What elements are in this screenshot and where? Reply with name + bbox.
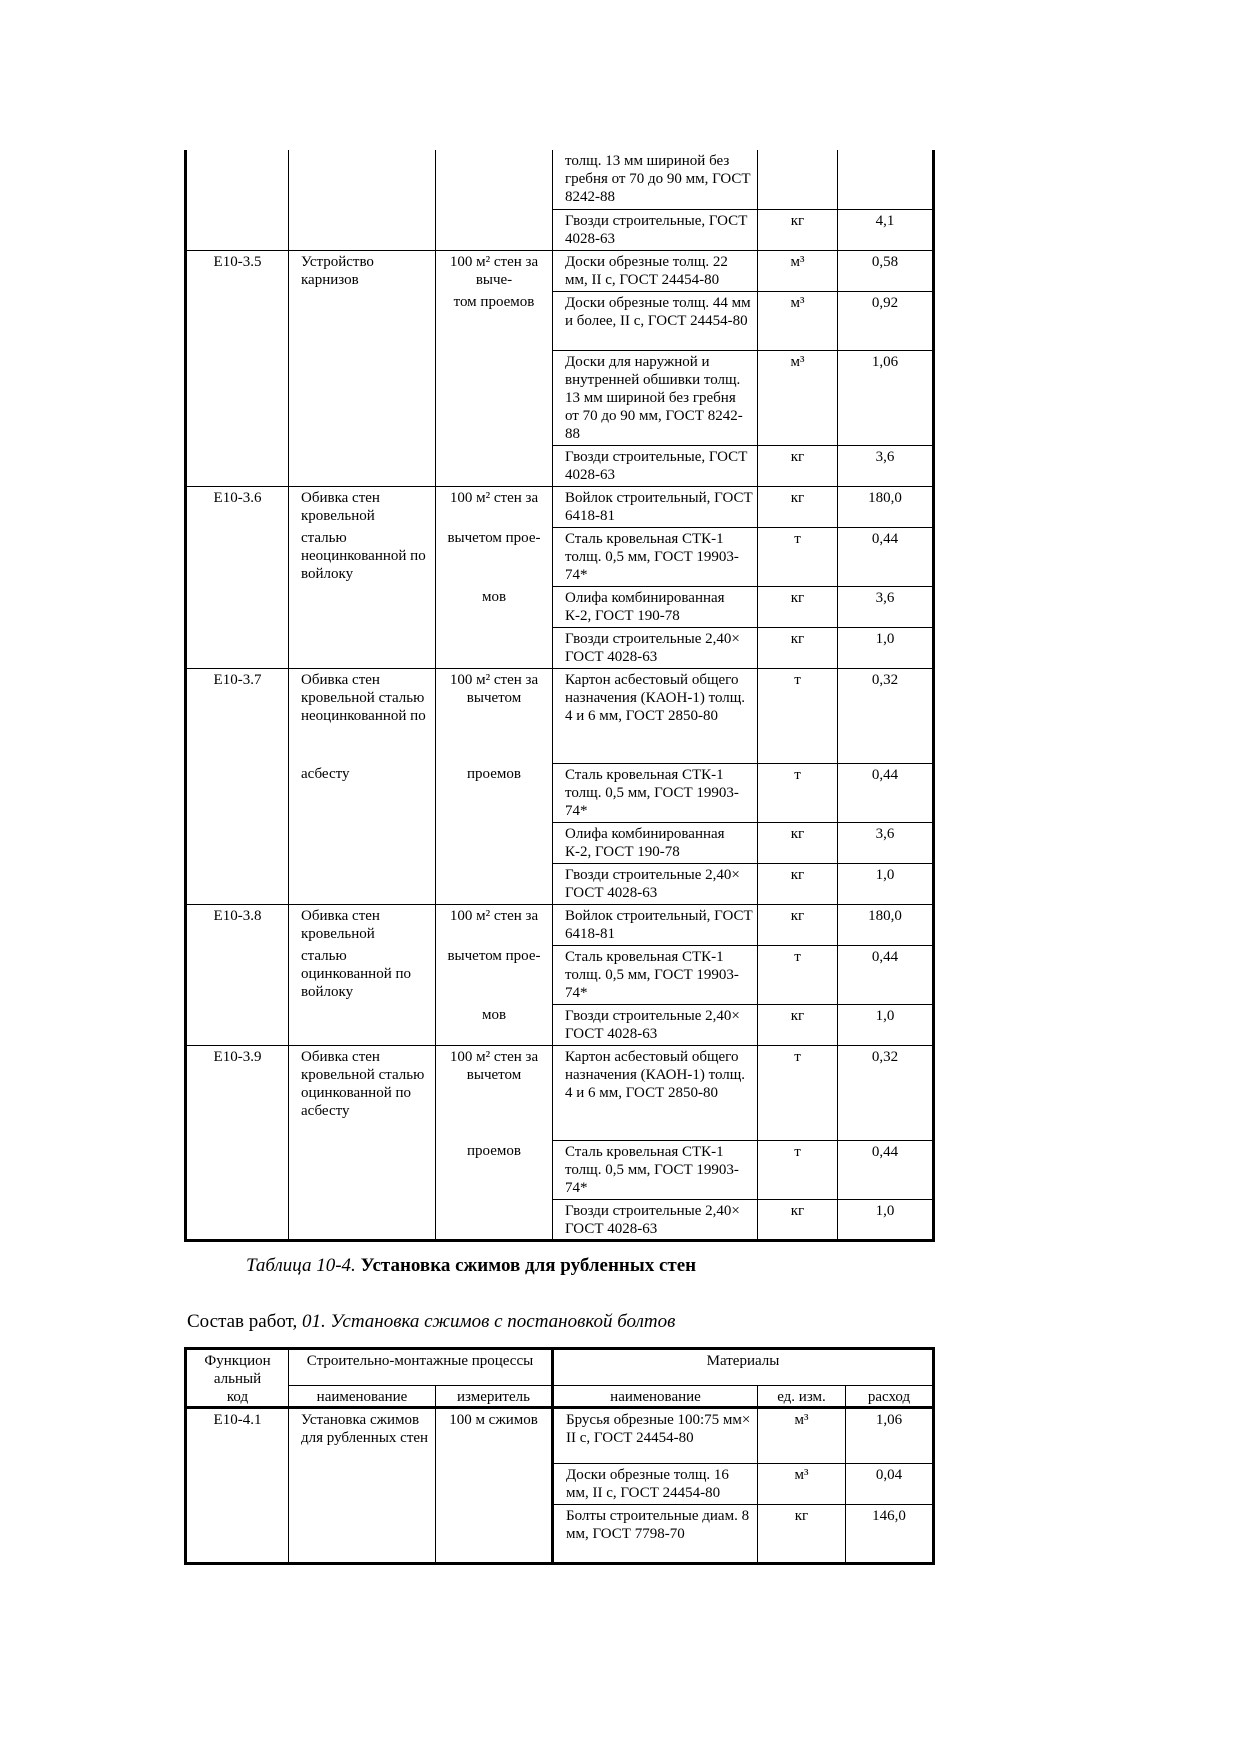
- table-row: [186, 486, 934, 527]
- code-header: Функцион альный код: [186, 1349, 289, 1408]
- unit-cell: кг: [758, 445, 838, 486]
- code-cell: Е10-3.6: [186, 486, 289, 527]
- amount-cell: 0,58: [838, 250, 934, 291]
- unit-cell: кг: [758, 1199, 838, 1240]
- material-cell: Брусья обрезные 100:75 мм× II с, ГОСТ 24454-80: [553, 1408, 758, 1464]
- materials-table-10-3: [184, 150, 935, 1242]
- code-cell: Е10-4.1: [186, 1408, 289, 1464]
- unit-cell: м³: [758, 250, 838, 291]
- process-name-cell: асбесту: [289, 763, 436, 822]
- table-row: [186, 822, 934, 863]
- process-name-cell: [289, 291, 436, 350]
- material-cell: Гвозди строительные, ГОСТ 4028-63: [553, 445, 758, 486]
- table-row: [186, 627, 934, 668]
- unit-cell: кг: [758, 486, 838, 527]
- measure-cell: вычетом прое-: [436, 527, 553, 586]
- process-name-cell: [289, 1464, 436, 1505]
- unit-cell: кг: [758, 863, 838, 904]
- material-name-header: наименование: [553, 1385, 758, 1407]
- process-name-cell: [289, 1140, 436, 1199]
- amount-cell: 1,0: [838, 1199, 934, 1240]
- process-measure-header: измеритель: [436, 1385, 553, 1407]
- table-row: [186, 1004, 934, 1045]
- amount-cell: [838, 150, 934, 209]
- work-composition-text: 01. Установка сжимов с постановкой болтов: [302, 1311, 676, 1332]
- code-cell: [186, 527, 289, 586]
- material-cell: Войлок строительный, ГОСТ 6418-81: [553, 486, 758, 527]
- process-name-cell: [289, 445, 436, 486]
- unit-cell: т: [758, 763, 838, 822]
- code-cell: Е10-3.9: [186, 1045, 289, 1140]
- code-cell: [186, 586, 289, 627]
- table-caption-label: Таблица 10-4.: [246, 1255, 356, 1276]
- amount-cell: 4,1: [838, 209, 934, 250]
- amount-cell: 1,0: [838, 863, 934, 904]
- process-name-cell: [289, 822, 436, 863]
- material-cell: Сталь кровельная СТК-1 толщ. 0,5 мм, ГОСТ 19903-74*: [553, 763, 758, 822]
- amount-cell: 0,04: [846, 1464, 934, 1505]
- material-amount-header: расход: [846, 1385, 934, 1407]
- amount-cell: 1,0: [838, 1004, 934, 1045]
- material-cell: Сталь кровельная СТК-1 толщ. 0,5 мм, ГОСТ 19903-74*: [553, 527, 758, 586]
- table-row: [186, 250, 934, 291]
- process-name-cell: Обивка стен кровельной: [289, 904, 436, 945]
- amount-cell: 1,0: [838, 627, 934, 668]
- measure-cell: [436, 1464, 553, 1505]
- material-cell: Доски обрезные толщ. 44 мм и более, II с, ГОСТ 24454-80: [553, 291, 758, 350]
- unit-cell: кг: [758, 822, 838, 863]
- material-cell: Доски обрезные толщ. 16 мм, II с, ГОСТ 24454-80: [553, 1464, 758, 1505]
- material-cell: Гвозди строительные, ГОСТ 4028-63: [553, 209, 758, 250]
- material-cell: Картон асбестовый общего назначения (КАОН-1) толщ. 4 и 6 мм, ГОСТ 2850-80: [553, 1045, 758, 1140]
- measure-cell: проемов: [436, 1140, 553, 1199]
- table-row: [186, 668, 934, 763]
- material-cell: Доски обрезные толщ. 22 мм, II с, ГОСТ 24454-80: [553, 250, 758, 291]
- measure-cell: [436, 863, 553, 904]
- process-name-cell: [289, 1004, 436, 1045]
- material-unit-header: ед. изм.: [758, 1385, 846, 1407]
- work-composition-prefix: Состав работ,: [187, 1311, 298, 1332]
- measure-cell: проемов: [436, 763, 553, 822]
- code-cell: [186, 1140, 289, 1199]
- amount-cell: 0,44: [838, 527, 934, 586]
- material-cell: Войлок строительный, ГОСТ 6418-81: [553, 904, 758, 945]
- table-row: [186, 445, 934, 486]
- material-cell: Картон асбестовый общего назначения (КАОН-1) толщ. 4 и 6 мм, ГОСТ 2850-80: [553, 668, 758, 763]
- measure-cell: мов: [436, 1004, 553, 1045]
- amount-cell: 3,6: [838, 445, 934, 486]
- process-name-cell: [289, 586, 436, 627]
- table-row: [186, 904, 934, 945]
- unit-cell: м³: [758, 1464, 846, 1505]
- unit-cell: кг: [758, 904, 838, 945]
- measure-cell: 100 м² стен за: [436, 904, 553, 945]
- material-cell: Гвозди строительные 2,40× ГОСТ 4028-63: [553, 863, 758, 904]
- amount-cell: 180,0: [838, 904, 934, 945]
- code-cell: [186, 1004, 289, 1045]
- process-name-cell: сталью неоцинкованной по войлоку: [289, 527, 436, 586]
- material-cell: Сталь кровельная СТК-1 толщ. 0,5 мм, ГОСТ 19903-74*: [553, 945, 758, 1004]
- table-row: [186, 763, 934, 822]
- code-cell: [186, 350, 289, 445]
- material-cell: Гвозди строительные 2,40× ГОСТ 4028-63: [553, 1004, 758, 1045]
- process-name-cell: Обивка стен кровельной: [289, 486, 436, 527]
- measure-cell: [436, 350, 553, 445]
- measure-cell: [436, 445, 553, 486]
- amount-cell: 0,32: [838, 1045, 934, 1140]
- material-cell: толщ. 13 мм шириной без гребня от 70 до 90 мм, ГОСТ 8242-88: [553, 150, 758, 209]
- processes-header: Строительно-монтажные процессы: [289, 1349, 553, 1386]
- unit-cell: кг: [758, 1505, 846, 1564]
- code-cell: [186, 291, 289, 350]
- code-cell: [186, 1464, 289, 1505]
- amount-cell: 1,06: [846, 1408, 934, 1464]
- measure-cell: том проемов: [436, 291, 553, 350]
- table-row: [186, 863, 934, 904]
- unit-cell: т: [758, 945, 838, 1004]
- code-cell: [186, 445, 289, 486]
- unit-cell: т: [758, 1045, 838, 1140]
- amount-cell: 146,0: [846, 1505, 934, 1564]
- table-row: [186, 1140, 934, 1199]
- measure-cell: [436, 150, 553, 209]
- materials-table-10-4: [184, 1347, 935, 1565]
- table-row: [186, 1464, 934, 1505]
- code-cell: [186, 150, 289, 209]
- table-caption: [246, 1255, 696, 1277]
- table-row: [186, 527, 934, 586]
- table-subheader-row: [186, 1385, 934, 1407]
- table-row: [186, 350, 934, 445]
- measure-cell: 100 м² стен за: [436, 486, 553, 527]
- process-name-cell: Установка сжимов для рубленных стен: [289, 1408, 436, 1464]
- unit-cell: т: [758, 527, 838, 586]
- material-cell: Олифа комбинированная К-2, ГОСТ 190-78: [553, 822, 758, 863]
- process-name-cell: сталью оцинкованной по войлоку: [289, 945, 436, 1004]
- measure-cell: [436, 822, 553, 863]
- amount-cell: 1,06: [838, 350, 934, 445]
- code-cell: Е10-3.8: [186, 904, 289, 945]
- process-name-cell: Обивка стен кровельной сталью неоцинкованной по: [289, 668, 436, 763]
- material-cell: Болты строительные диам. 8 мм, ГОСТ 7798-70: [553, 1505, 758, 1564]
- table-caption-title: Установка сжимов для рубленных стен: [360, 1255, 697, 1276]
- measure-cell: [436, 1199, 553, 1240]
- material-cell: Сталь кровельная СТК-1 толщ. 0,5 мм, ГОСТ 19903-74*: [553, 1140, 758, 1199]
- process-name-cell: Обивка стен кровельной сталью оцинкованной по асбесту: [289, 1045, 436, 1140]
- amount-cell: 0,44: [838, 763, 934, 822]
- code-cell: [186, 209, 289, 250]
- amount-cell: 3,6: [838, 822, 934, 863]
- table-row: [186, 1408, 934, 1464]
- material-cell: Доски для наружной и внутренней обшивки толщ. 13 мм шириной без гребня от 70 до 90 мм, ГОСТ 8242-88: [553, 350, 758, 445]
- unit-cell: т: [758, 1140, 838, 1199]
- amount-cell: 0,32: [838, 668, 934, 763]
- table-row: [186, 1199, 934, 1240]
- amount-cell: 180,0: [838, 486, 934, 527]
- table-row: [186, 209, 934, 250]
- table-row: [186, 1505, 934, 1564]
- process-name-cell: [289, 1199, 436, 1240]
- process-name-cell: [289, 1505, 436, 1564]
- amount-cell: 3,6: [838, 586, 934, 627]
- process-name-cell: [289, 627, 436, 668]
- work-composition: [187, 1311, 675, 1333]
- unit-cell: кг: [758, 209, 838, 250]
- process-name-cell: [289, 350, 436, 445]
- process-name-cell: Устройство карнизов: [289, 250, 436, 291]
- amount-cell: 0,44: [838, 945, 934, 1004]
- code-cell: [186, 1505, 289, 1564]
- measure-cell: 100 м² стен за вычетом: [436, 1045, 553, 1140]
- unit-cell: м³: [758, 291, 838, 350]
- measure-cell: [436, 1505, 553, 1564]
- amount-cell: 0,44: [838, 1140, 934, 1199]
- table-row: [186, 586, 934, 627]
- unit-cell: кг: [758, 586, 838, 627]
- measure-cell: 100 м² стен за выче-: [436, 250, 553, 291]
- measure-cell: вычетом прое-: [436, 945, 553, 1004]
- unit-cell: кг: [758, 627, 838, 668]
- measure-cell: 100 м сжимов: [436, 1408, 553, 1464]
- amount-cell: 0,92: [838, 291, 934, 350]
- table-row: [186, 1045, 934, 1140]
- code-cell: [186, 627, 289, 668]
- code-cell: [186, 945, 289, 1004]
- measure-cell: [436, 209, 553, 250]
- code-cell: [186, 763, 289, 822]
- measure-cell: 100 м² стен за вычетом: [436, 668, 553, 763]
- material-cell: Гвозди строительные 2,40× ГОСТ 4028-63: [553, 627, 758, 668]
- unit-cell: м³: [758, 350, 838, 445]
- code-cell: Е10-3.5: [186, 250, 289, 291]
- code-cell: Е10-3.7: [186, 668, 289, 763]
- materials-header: Материалы: [553, 1349, 934, 1386]
- table-row: [186, 945, 934, 1004]
- process-name-cell: [289, 209, 436, 250]
- table-row: [186, 291, 934, 350]
- code-cell: [186, 822, 289, 863]
- unit-cell: т: [758, 668, 838, 763]
- code-cell: [186, 1199, 289, 1240]
- measure-cell: [436, 627, 553, 668]
- code-cell: [186, 863, 289, 904]
- process-name-header: наименование: [289, 1385, 436, 1407]
- table-row: [186, 150, 934, 209]
- process-name-cell: [289, 863, 436, 904]
- measure-cell: мов: [436, 586, 553, 627]
- table-header-row: [186, 1349, 934, 1386]
- unit-cell: кг: [758, 1004, 838, 1045]
- material-cell: Гвозди строительные 2,40× ГОСТ 4028-63: [553, 1199, 758, 1240]
- material-cell: Олифа комбинированная К-2, ГОСТ 190-78: [553, 586, 758, 627]
- process-name-cell: [289, 150, 436, 209]
- unit-cell: м³: [758, 1408, 846, 1464]
- unit-cell: [758, 150, 838, 209]
